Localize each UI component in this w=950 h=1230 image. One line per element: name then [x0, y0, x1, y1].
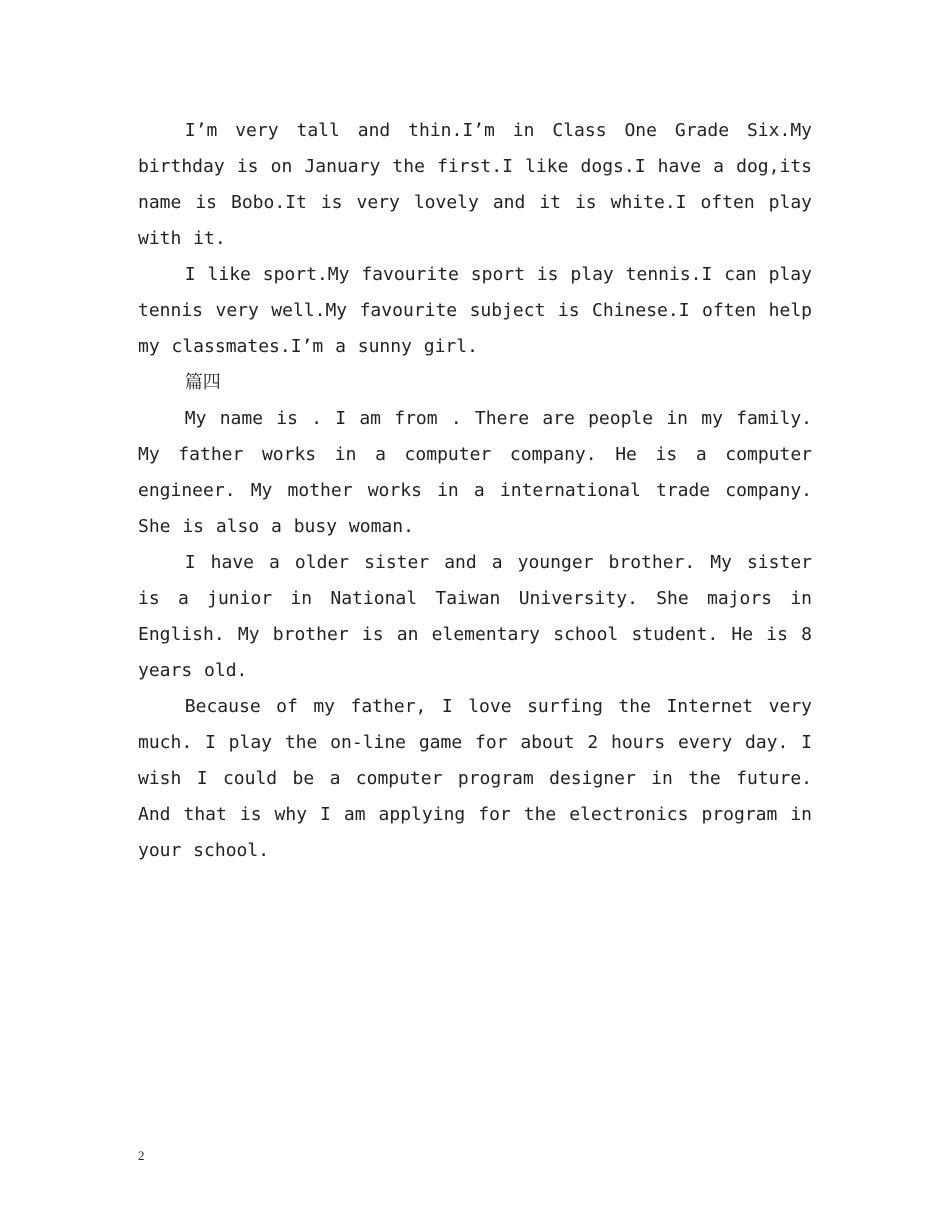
paragraph-5: Because of my father, I love surfing the Internet very much. I play the on-line game for about 2 hours every day. I wish I could be a computer program designer in the future. And that is why I am applying for the electronics program in your school.	[138, 696, 812, 861]
section-heading: 篇四	[184, 372, 221, 393]
paragraph-1: I’m very tall and thin.I’m in Class One Grade Six.My birthday is on January the first.I like dogs.I have a dog,its name is Bobo.It is very lovely and it is white.I often play with it.	[138, 120, 812, 249]
paragraph-3: My name is . I am from . There are people in my family. My father works in a computer company. He is a computer engineer. My mother works in a international trade company. She is also a busy woman.	[138, 408, 812, 537]
page-number: 2	[138, 1148, 145, 1163]
document-body	[138, 113, 812, 869]
paragraph-2: I like sport.My favourite sport is play tennis.I can play tennis very well.My favourite subject is Chinese.I often help my classmates.I’m a sunny girl.	[138, 264, 812, 357]
paragraph-4: I have a older sister and a younger brother. My sister is a junior in National Taiwan University. She majors in English. My brother is an elementary school student. He is 8 years old.	[138, 552, 812, 681]
